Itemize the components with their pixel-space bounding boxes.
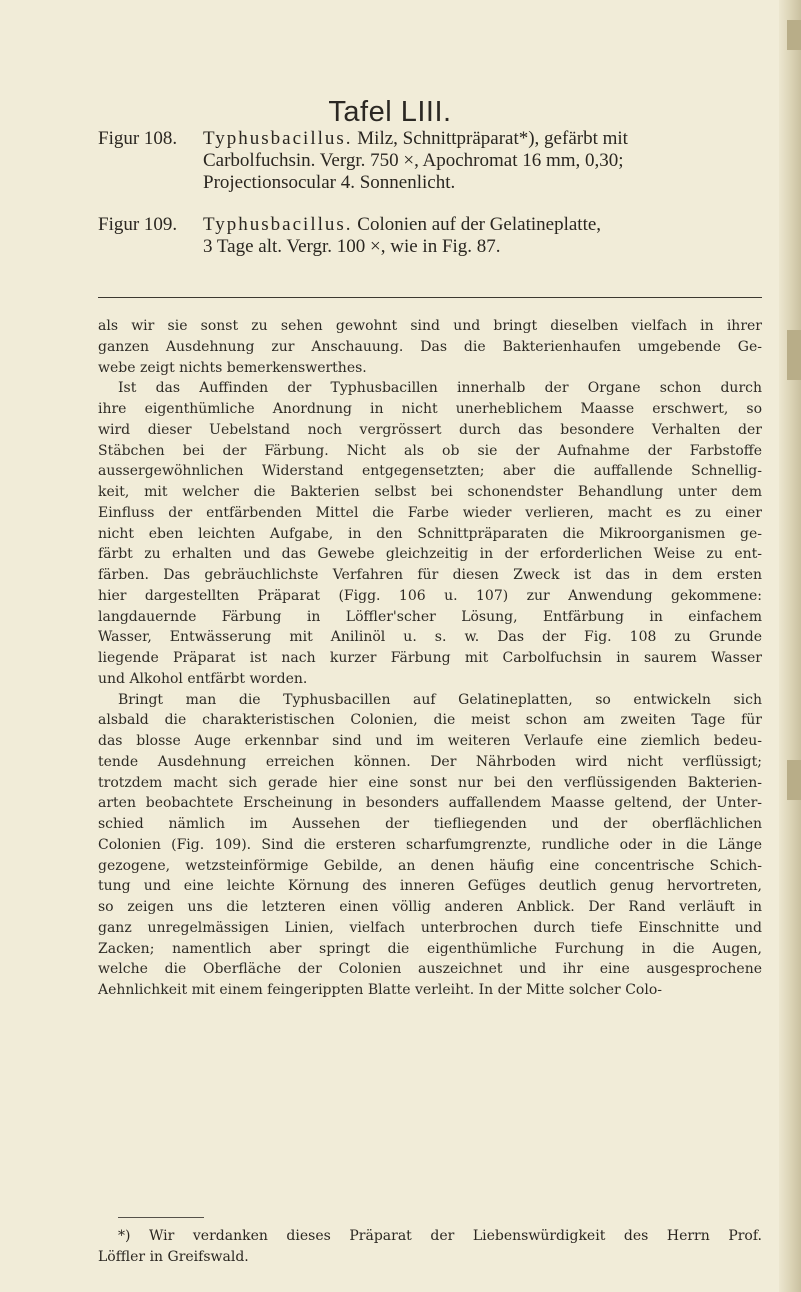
body-line: Bringt man die Typhusbacillen auf Gelatineplatten, so entwickeln sich — [118, 691, 762, 708]
body-line: welche die Oberfläche der Colonien auszeichnet und ihr eine ausgesprochene — [98, 961, 762, 978]
figure-label: Figur 109. — [98, 214, 178, 235]
caption-line: Projectionsocular 4. Sonnenlicht. — [203, 172, 456, 193]
body-line: gezogene, wetzsteinförmige Gebilde, an denen häufig eine concentrische Schich- — [98, 857, 762, 874]
page-edge — [779, 0, 801, 1292]
body-line: aussergewöhnlichen Widerstand entgegensetzten; aber die auffallende Schnellig- — [98, 463, 762, 480]
body-line: ihre eigenthümliche Anordnung in nicht unerheblichem Maasse erschwert, so — [98, 401, 762, 417]
body-line: alsbald die charakteristischen Colonien, die meist schon am zweiten Tage für — [98, 712, 762, 729]
body-line: tende Ausdehnung erreichen können. Der Nährboden wird nicht verflüssigt; — [98, 753, 762, 770]
body-line: langdauernde Färbung in Löffler'scher Lösung, Entfärbung in einfachem — [98, 608, 762, 625]
body-line: ganz unregelmässigen Linien, vielfach unterbrochen durch tiefe Einschnitte und — [98, 919, 762, 936]
body-line: arten beobachtete Erscheinung in besonders auffallendem Maasse geltend, der Unter- — [98, 795, 762, 812]
body-line: Zacken; namentlich aber springt die eigenthümliche Furchung in die Augen, — [98, 940, 762, 957]
body-line: nicht eben leichten Aufgabe, in den Schnittpräparaten die Mikroorganismen ge- — [98, 525, 762, 542]
caption-line: Carbolfuchsin. Vergr. 750 ×, Apochromat 16 mm, 0,30; — [203, 150, 624, 171]
body-line: färben. Das gebräuchlichste Verfahren für diesen Zweck ist das in dem ersten — [98, 567, 762, 583]
edge-stain — [787, 20, 801, 50]
footnote-line: Löffler in Greifswald. — [98, 1249, 249, 1265]
edge-stain — [787, 760, 801, 800]
body-line: liegende Präparat ist nach kurzer Färbung mit Carbolfuchsin in saurem Wasser — [98, 650, 762, 666]
body-line: trotzdem macht sich gerade hier eine sonst nur bei den verflüssigenden Bakterien- — [98, 774, 762, 791]
body-line: Einfluss der entfärbenden Mittel die Farbe wieder verlieren, macht es zu einer — [98, 504, 762, 521]
section-divider — [98, 297, 762, 298]
caption-line: Typhusbacillus. Milz, Schnittpräparat*), gefärbt mit — [203, 128, 628, 149]
body-line: Colonien (Fig. 109). Sind die ersteren scharfumgrenzte, rundliche oder in die Länge — [98, 836, 762, 853]
footnote-divider — [118, 1217, 204, 1218]
body-line: schied nämlich im Aussehen der tiefliegenden und der oberflächlichen — [98, 816, 762, 832]
caption-line: 3 Tage alt. Vergr. 100 ×, wie in Fig. 87. — [203, 236, 501, 257]
edge-stain — [787, 330, 801, 380]
body-line: Aehnlichkeit mit einem feingerippten Blatte verleiht. In der Mitte solcher Colo- — [98, 982, 662, 998]
body-line: als wir sie sonst zu sehen gewohnt sind und bringt dieselben vielfach in ihrer — [98, 318, 762, 334]
body-line: wird dieser Uebelstand noch vergrössert durch das besondere Verhalten der — [98, 421, 762, 438]
body-line: Stäbchen bei der Färbung. Nicht als ob sie der Aufnahme der Farbstoffe — [98, 442, 762, 459]
body-line: und Alkohol entfärbt worden. — [98, 670, 308, 687]
body-line: das blosse Auge erkennbar sind und im weiteren Verlaufe eine ziemlich bedeu- — [98, 733, 762, 749]
body-line: tung und eine leichte Körnung des inneren Gefüges deutlich genug hervortreten, — [98, 878, 762, 895]
body-line: färbt zu erhalten und das Gewebe gleichzeitig in der erforderlichen Weise zu ent- — [98, 546, 762, 563]
plate-title: Tafel LIII. — [328, 96, 452, 128]
body-line: so zeigen uns die letzteren einen völlig anderen Anblick. Der Rand verläuft in — [98, 899, 762, 915]
caption-line: Typhusbacillus. Colonien auf der Gelatineplatte, — [203, 214, 602, 235]
footnote-line: *) Wir verdanken dieses Präparat der Liebenswürdigkeit des Herrn Prof. — [118, 1228, 762, 1244]
body-line: ganzen Ausdehnung zur Anschauung. Das die Bakterienhaufen umgebende Ge- — [98, 338, 762, 355]
body-line: webe zeigt nichts bemerkenswerthes. — [98, 359, 367, 376]
body-line: Ist das Auffinden der Typhusbacillen innerhalb der Organe schon durch — [118, 380, 762, 397]
body-line: keit, mit welcher die Bakterien selbst bei schonendster Behandlung unter dem — [98, 484, 762, 500]
body-line: hier dargestellten Präparat (Figg. 106 u. 107) zur Anwendung gekommene: — [98, 587, 762, 604]
body-line: Wasser, Entwässerung mit Anilinöl u. s. w. Das der Fig. 108 zu Grunde — [98, 629, 762, 646]
figure-label: Figur 108. — [98, 128, 178, 149]
